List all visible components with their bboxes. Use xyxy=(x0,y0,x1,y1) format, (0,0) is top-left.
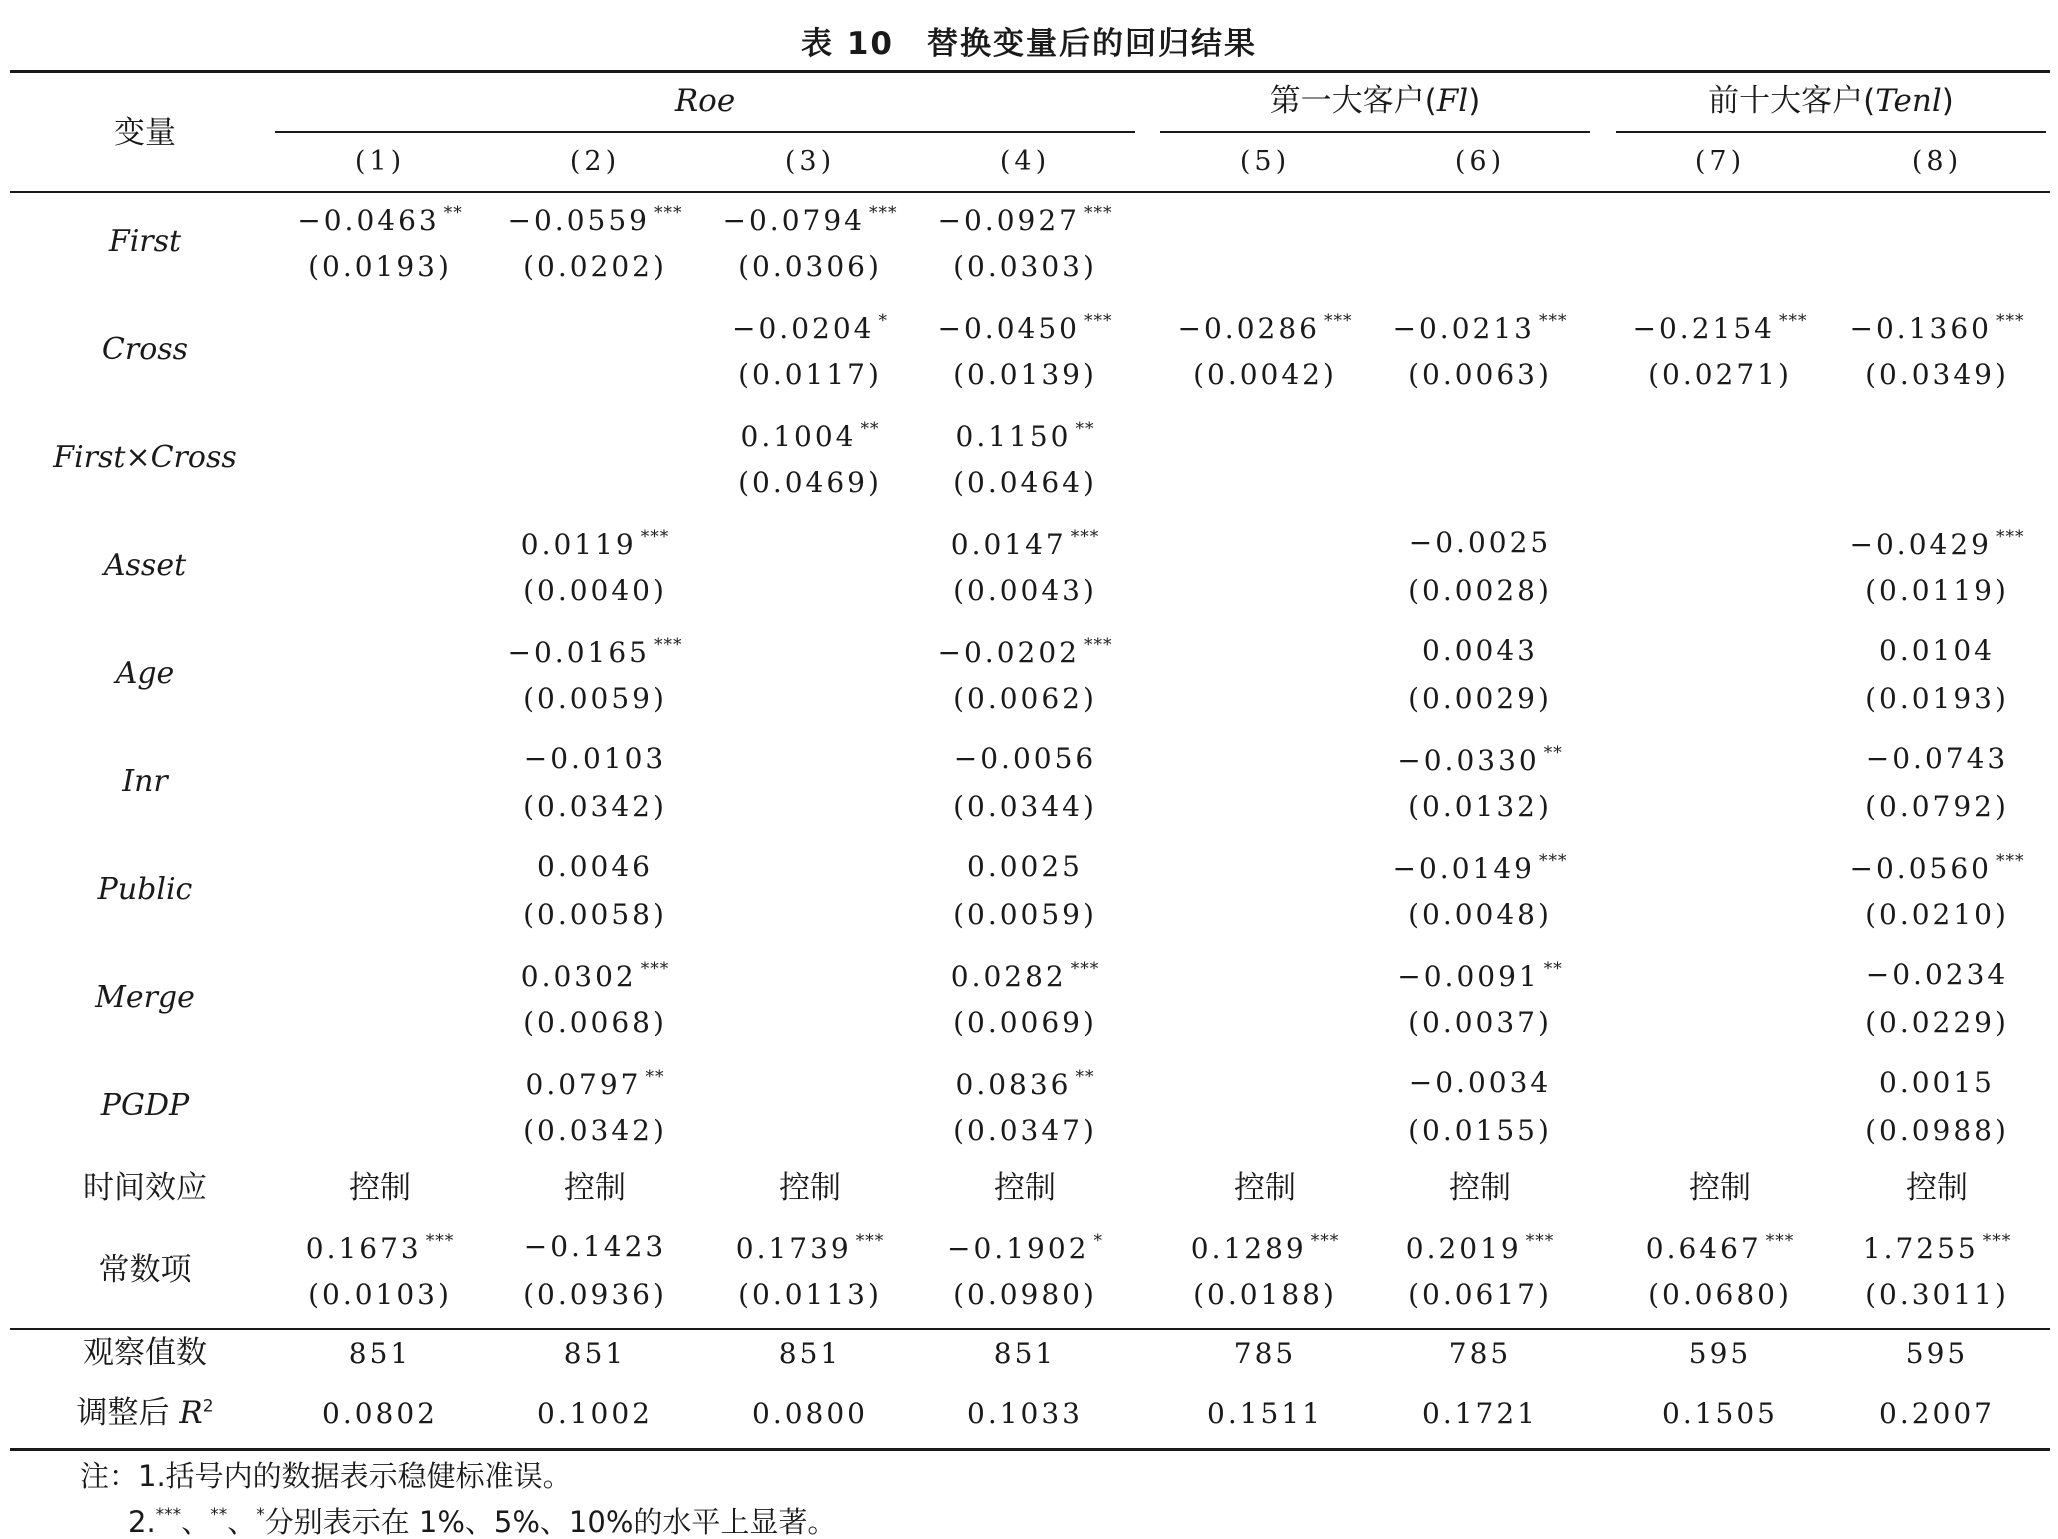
row-constant-coef-value-2: −0.1423 xyxy=(523,1230,667,1263)
time-effect-value-6: 控制 xyxy=(1449,1170,1511,1206)
observations-value-3: 851 xyxy=(778,1337,842,1370)
observations-value-2: 851 xyxy=(563,1337,627,1370)
row-label-age: Age xyxy=(115,656,175,691)
row-label-observations: 观察值数 xyxy=(83,1335,207,1371)
row-constant-se-4: (0.0980) xyxy=(953,1278,1097,1311)
row-cross-stars-5: *** xyxy=(1323,311,1353,331)
row-first-coef-value-3: −0.0794 xyxy=(722,204,865,237)
row-inr-coef-value-4: −0.0056 xyxy=(953,742,1097,775)
row-first-coef-4 xyxy=(925,205,1125,235)
row-first-cross-stars-4: ** xyxy=(1075,419,1095,439)
row-first-se-2: (0.0202) xyxy=(523,250,667,283)
row-age-coef-8 xyxy=(1837,634,2037,667)
time-effect-value-7: 控制 xyxy=(1689,1170,1751,1206)
row-label-public: Public xyxy=(97,872,193,907)
subrule-roe xyxy=(275,131,1135,133)
row-first-coef-2 xyxy=(495,205,695,235)
row-first-se-3: (0.0306) xyxy=(738,250,882,283)
time-effect-value-5: 控制 xyxy=(1234,1170,1296,1206)
row-age-coef-4 xyxy=(925,637,1125,667)
row-constant-se-6: (0.0617) xyxy=(1408,1278,1552,1311)
row-cross-coef-5 xyxy=(1165,313,1365,343)
row-label-pgdp: PGDP xyxy=(100,1088,190,1123)
row-first-se-4: (0.0303) xyxy=(953,250,1097,283)
row-inr-se-2: (0.0342) xyxy=(523,790,667,823)
row-pgdp-coef-8 xyxy=(1837,1066,2037,1099)
row-constant-stars-4: * xyxy=(1093,1231,1103,1251)
bottom-rule xyxy=(10,1448,2050,1451)
row-first-cross-coef-4 xyxy=(925,421,1125,451)
row-cross-stars-6: *** xyxy=(1538,311,1568,331)
row-public-coef-value-4: 0.0025 xyxy=(967,850,1083,883)
row-constant-coef-2 xyxy=(495,1230,695,1263)
row-first-stars-3: *** xyxy=(868,203,898,223)
column-number-3: (3) xyxy=(784,146,836,177)
row-age-stars-4: *** xyxy=(1083,635,1113,655)
row-merge-stars-6: ** xyxy=(1543,959,1563,979)
row-constant-coef-value-7: 0.6467 xyxy=(1645,1232,1762,1265)
row-label-asset: Asset xyxy=(103,548,187,583)
row-merge-se-8: (0.0229) xyxy=(1865,1006,2009,1039)
row-asset-stars-2: *** xyxy=(640,527,670,547)
adj-r2-value-4: 0.1033 xyxy=(967,1397,1083,1430)
group-head-tenl xyxy=(1616,83,2046,119)
subrule-tenl xyxy=(1616,131,2046,133)
row-cross-coef-6 xyxy=(1380,313,1580,343)
row-first-cross-se-4: (0.0464) xyxy=(953,466,1097,499)
row-public-se-8: (0.0210) xyxy=(1865,898,2009,931)
observations-value-4: 851 xyxy=(993,1337,1057,1370)
adj-r2-value-6: 0.1721 xyxy=(1422,1397,1538,1430)
row-first-cross-coef-3 xyxy=(710,421,910,451)
row-merge-coef-2 xyxy=(495,961,695,991)
row-label-cross: Cross xyxy=(101,332,189,367)
row-constant-coef-8 xyxy=(1837,1233,2037,1263)
row-asset-stars-4: *** xyxy=(1070,527,1100,547)
time-effect-value-4: 控制 xyxy=(994,1170,1056,1206)
row-first-cross-coef-value-4: 0.1150 xyxy=(955,420,1072,453)
row-public-coef-value-8: −0.0560 xyxy=(1849,852,1992,885)
adj-r2-label-sup: 2 xyxy=(202,1396,214,1417)
row-inr-se-4: (0.0344) xyxy=(953,790,1097,823)
adj-r2-value-5: 0.1511 xyxy=(1207,1397,1323,1430)
row-constant-coef-4 xyxy=(925,1233,1125,1263)
adj-r2-label-text: 调整后 xyxy=(76,1395,180,1431)
row-cross-se-4: (0.0139) xyxy=(953,358,1097,391)
row-public-coef-value-2: 0.0046 xyxy=(537,850,653,883)
adj-r2-value-7: 0.1505 xyxy=(1662,1397,1778,1430)
row-cross-se-7: (0.0271) xyxy=(1648,358,1792,391)
row-inr-coef-value-6: −0.0330 xyxy=(1397,744,1540,777)
row-constant-se-5: (0.0188) xyxy=(1193,1278,1337,1311)
note-2-text: 分别表示在 1%、5%、10%的水平上显著。 xyxy=(264,1505,837,1539)
row-merge-stars-4: *** xyxy=(1070,959,1100,979)
group-head-fl-text: 第一大客户( xyxy=(1269,83,1437,119)
header-var-label: 变量 xyxy=(114,115,176,151)
row-merge-coef-value-4: 0.0282 xyxy=(950,960,1067,993)
row-age-se-4: (0.0062) xyxy=(953,682,1097,715)
note-2-sep1: 、 xyxy=(181,1505,211,1539)
row-pgdp-coef-value-2: 0.0797 xyxy=(525,1068,642,1101)
note-2-sep2: 、 xyxy=(227,1505,257,1539)
row-constant-se-1: (0.0103) xyxy=(308,1278,452,1311)
row-age-se-2: (0.0059) xyxy=(523,682,667,715)
row-cross-se-8: (0.0349) xyxy=(1865,358,2009,391)
note-2-star2: ** xyxy=(210,1505,228,1525)
row-constant-se-8: (0.3011) xyxy=(1865,1278,2009,1311)
row-asset-coef-6 xyxy=(1380,526,1580,559)
row-asset-coef-value-4: 0.0147 xyxy=(950,528,1067,561)
row-inr-se-6: (0.0132) xyxy=(1408,790,1552,823)
row-merge-coef-value-6: −0.0091 xyxy=(1397,960,1540,993)
note-2-star3: *** xyxy=(155,1505,182,1525)
stats-rule xyxy=(10,1328,2050,1330)
row-constant-coef-3 xyxy=(710,1233,910,1263)
row-constant-stars-5: *** xyxy=(1310,1231,1340,1251)
group-head-fl-italic: Fl xyxy=(1436,83,1469,119)
adj-r2-value-2: 0.1002 xyxy=(537,1397,653,1430)
row-merge-coef-value-2: 0.0302 xyxy=(520,960,637,993)
group-head-roe: Roe xyxy=(674,83,736,119)
row-asset-coef-value-6: −0.0025 xyxy=(1408,526,1552,559)
row-inr-coef-6 xyxy=(1380,745,1580,775)
row-pgdp-stars-4: ** xyxy=(1075,1067,1095,1087)
row-inr-stars-6: ** xyxy=(1543,743,1563,763)
observations-value-1: 851 xyxy=(348,1337,412,1370)
row-constant-coef-value-1: 0.1673 xyxy=(305,1232,422,1265)
row-pgdp-coef-value-6: −0.0034 xyxy=(1408,1066,1552,1099)
row-cross-coef-4 xyxy=(925,313,1125,343)
row-constant-stars-6: *** xyxy=(1525,1231,1555,1251)
row-age-coef-value-2: −0.0165 xyxy=(507,636,650,669)
row-constant-coef-1 xyxy=(280,1233,480,1263)
row-first-stars-4: *** xyxy=(1083,203,1113,223)
row-public-stars-8: *** xyxy=(1995,851,2025,871)
row-constant-coef-7 xyxy=(1620,1233,1820,1263)
row-public-coef-6 xyxy=(1380,853,1580,883)
row-cross-stars-3: * xyxy=(878,311,888,331)
top-rule xyxy=(10,70,2050,73)
row-public-se-2: (0.0058) xyxy=(523,898,667,931)
row-asset-coef-value-2: 0.0119 xyxy=(520,528,637,561)
row-constant-stars-8: *** xyxy=(1982,1231,2012,1251)
subrule-fl xyxy=(1160,131,1590,133)
column-number-1: (1) xyxy=(354,146,406,177)
time-effect-value-1: 控制 xyxy=(349,1170,411,1206)
row-asset-coef-value-8: −0.0429 xyxy=(1849,528,1992,561)
column-number-7: (7) xyxy=(1694,146,1746,177)
row-asset-coef-2 xyxy=(495,529,695,559)
time-effect-value-2: 控制 xyxy=(564,1170,626,1206)
row-inr-se-8: (0.0792) xyxy=(1865,790,2009,823)
row-public-coef-4 xyxy=(925,850,1125,883)
row-age-se-8: (0.0193) xyxy=(1865,682,2009,715)
row-public-coef-8 xyxy=(1837,853,2037,883)
row-first-cross-coef-value-3: 0.1004 xyxy=(740,420,857,453)
row-cross-coef-8 xyxy=(1837,313,2037,343)
row-first-se-1: (0.0193) xyxy=(308,250,452,283)
adj-r2-value-8: 0.2007 xyxy=(1879,1397,1995,1430)
row-cross-se-6: (0.0063) xyxy=(1408,358,1552,391)
row-public-stars-6: *** xyxy=(1538,851,1568,871)
row-cross-stars-7: *** xyxy=(1778,311,1808,331)
observations-value-7: 595 xyxy=(1688,1337,1752,1370)
column-number-8: (8) xyxy=(1911,146,1963,177)
row-constant-coef-6 xyxy=(1380,1233,1580,1263)
row-pgdp-se-6: (0.0155) xyxy=(1408,1114,1552,1147)
note-line-1: 注：1.括号内的数据表示稳健标准误。 xyxy=(80,1459,572,1493)
row-inr-coef-8 xyxy=(1837,742,2037,775)
row-merge-stars-2: *** xyxy=(640,959,670,979)
row-cross-coef-value-6: −0.0213 xyxy=(1392,312,1535,345)
row-asset-stars-8: *** xyxy=(1995,527,2025,547)
row-pgdp-coef-2 xyxy=(495,1069,695,1099)
row-pgdp-stars-2: ** xyxy=(645,1067,665,1087)
row-constant-se-3: (0.0113) xyxy=(738,1278,882,1311)
row-constant-stars-1: *** xyxy=(425,1231,455,1251)
group-head-tenl-suffix: ) xyxy=(1941,83,1954,119)
adj-r2-value-1: 0.0802 xyxy=(322,1397,438,1430)
row-constant-coef-value-6: 0.2019 xyxy=(1405,1232,1522,1265)
time-effect-value-3: 控制 xyxy=(779,1170,841,1206)
row-first-coef-3 xyxy=(710,205,910,235)
row-cross-coef-value-3: −0.0204 xyxy=(732,312,875,345)
row-inr-coef-4 xyxy=(925,742,1125,775)
row-merge-coef-value-8: −0.0234 xyxy=(1865,958,2009,991)
row-cross-stars-8: *** xyxy=(1995,311,2025,331)
row-age-se-6: (0.0029) xyxy=(1408,682,1552,715)
row-constant-coef-value-4: −0.1902 xyxy=(947,1232,1090,1265)
row-first-coef-1 xyxy=(280,205,480,235)
observations-value-8: 595 xyxy=(1905,1337,1969,1370)
row-label-first-cross: First×Cross xyxy=(53,440,237,475)
adj-r2-value-3: 0.0800 xyxy=(752,1397,868,1430)
row-cross-coef-value-8: −0.1360 xyxy=(1849,312,1992,345)
row-merge-coef-6 xyxy=(1380,961,1580,991)
row-pgdp-coef-value-4: 0.0836 xyxy=(955,1068,1072,1101)
group-head-tenl-italic: Tenl xyxy=(1875,83,1942,119)
row-cross-coef-value-7: −0.2154 xyxy=(1632,312,1775,345)
row-constant-coef-value-8: 1.7255 xyxy=(1862,1232,1979,1265)
row-public-coef-value-6: −0.0149 xyxy=(1392,852,1535,885)
row-cross-stars-4: *** xyxy=(1083,311,1113,331)
row-pgdp-coef-4 xyxy=(925,1069,1125,1099)
row-public-coef-2 xyxy=(495,850,695,883)
row-label-time-effect: 时间效应 xyxy=(83,1170,207,1206)
row-first-stars-1: ** xyxy=(443,203,463,223)
row-first-cross-se-3: (0.0469) xyxy=(738,466,882,499)
row-age-stars-2: *** xyxy=(653,635,683,655)
row-constant-coef-value-3: 0.1739 xyxy=(735,1232,852,1265)
row-constant-se-7: (0.0680) xyxy=(1648,1278,1792,1311)
row-asset-se-2: (0.0040) xyxy=(523,574,667,607)
row-asset-se-4: (0.0043) xyxy=(953,574,1097,607)
header-rule xyxy=(10,191,2050,193)
observations-value-6: 785 xyxy=(1448,1337,1512,1370)
row-pgdp-se-8: (0.0988) xyxy=(1865,1114,2009,1147)
row-constant-stars-7: *** xyxy=(1765,1231,1795,1251)
row-constant-se-2: (0.0936) xyxy=(523,1278,667,1311)
row-pgdp-coef-value-8: 0.0015 xyxy=(1879,1066,1995,1099)
row-age-coef-value-4: −0.0202 xyxy=(937,636,1080,669)
row-label-merge: Merge xyxy=(95,980,195,1015)
row-cross-se-5: (0.0042) xyxy=(1193,358,1337,391)
group-head-fl xyxy=(1160,83,1590,119)
row-age-coef-value-8: 0.0104 xyxy=(1879,634,1995,667)
row-public-se-6: (0.0048) xyxy=(1408,898,1552,931)
row-first-coef-value-2: −0.0559 xyxy=(507,204,650,237)
row-label-adj-r2 xyxy=(20,1395,270,1431)
row-asset-coef-8 xyxy=(1837,529,2037,559)
row-label-constant: 常数项 xyxy=(98,1252,192,1288)
row-age-coef-6 xyxy=(1380,634,1580,667)
row-cross-se-3: (0.0117) xyxy=(738,358,882,391)
row-asset-se-6: (0.0028) xyxy=(1408,574,1552,607)
note-2-prefix: 2. xyxy=(128,1505,156,1539)
row-merge-coef-4 xyxy=(925,961,1125,991)
row-constant-coef-value-5: 0.1289 xyxy=(1190,1232,1307,1265)
time-effect-value-8: 控制 xyxy=(1906,1170,1968,1206)
row-constant-stars-3: *** xyxy=(855,1231,885,1251)
row-asset-coef-4 xyxy=(925,529,1125,559)
row-cross-coef-value-4: −0.0450 xyxy=(937,312,1080,345)
row-first-cross-stars-3: ** xyxy=(860,419,880,439)
row-constant-coef-5 xyxy=(1165,1233,1365,1263)
row-label-first: First xyxy=(108,224,182,259)
observations-value-5: 785 xyxy=(1233,1337,1297,1370)
row-inr-coef-value-2: −0.0103 xyxy=(523,742,667,775)
row-merge-se-6: (0.0037) xyxy=(1408,1006,1552,1039)
row-cross-coef-3 xyxy=(710,313,910,343)
row-merge-se-2: (0.0068) xyxy=(523,1006,667,1039)
row-first-coef-value-4: −0.0927 xyxy=(937,204,1080,237)
row-cross-coef-7 xyxy=(1620,313,1820,343)
table-title: 表 10 替换变量后的回归结果 xyxy=(801,26,1257,62)
row-inr-coef-value-8: −0.0743 xyxy=(1865,742,2009,775)
group-head-tenl-text: 前十大客户( xyxy=(1708,83,1876,119)
row-asset-se-8: (0.0119) xyxy=(1865,574,2009,607)
row-public-se-4: (0.0059) xyxy=(953,898,1097,931)
row-inr-coef-2 xyxy=(495,742,695,775)
row-pgdp-se-4: (0.0347) xyxy=(953,1114,1097,1147)
row-pgdp-coef-6 xyxy=(1380,1066,1580,1099)
column-number-2: (2) xyxy=(569,146,621,177)
row-merge-coef-8 xyxy=(1837,958,2037,991)
row-first-stars-2: *** xyxy=(653,203,683,223)
row-age-coef-value-6: 0.0043 xyxy=(1422,634,1538,667)
adj-r2-label-r: R xyxy=(179,1395,203,1431)
note-2-star1: * xyxy=(256,1505,265,1525)
row-first-coef-value-1: −0.0463 xyxy=(297,204,440,237)
row-cross-coef-value-5: −0.0286 xyxy=(1177,312,1320,345)
column-number-6: (6) xyxy=(1454,146,1506,177)
column-number-5: (5) xyxy=(1239,146,1291,177)
row-pgdp-se-2: (0.0342) xyxy=(523,1114,667,1147)
row-age-coef-2 xyxy=(495,637,695,667)
row-label-inr: Inr xyxy=(122,764,168,799)
row-merge-se-4: (0.0069) xyxy=(953,1006,1097,1039)
group-head-fl-suffix: ) xyxy=(1468,83,1481,119)
column-number-4: (4) xyxy=(999,146,1051,177)
